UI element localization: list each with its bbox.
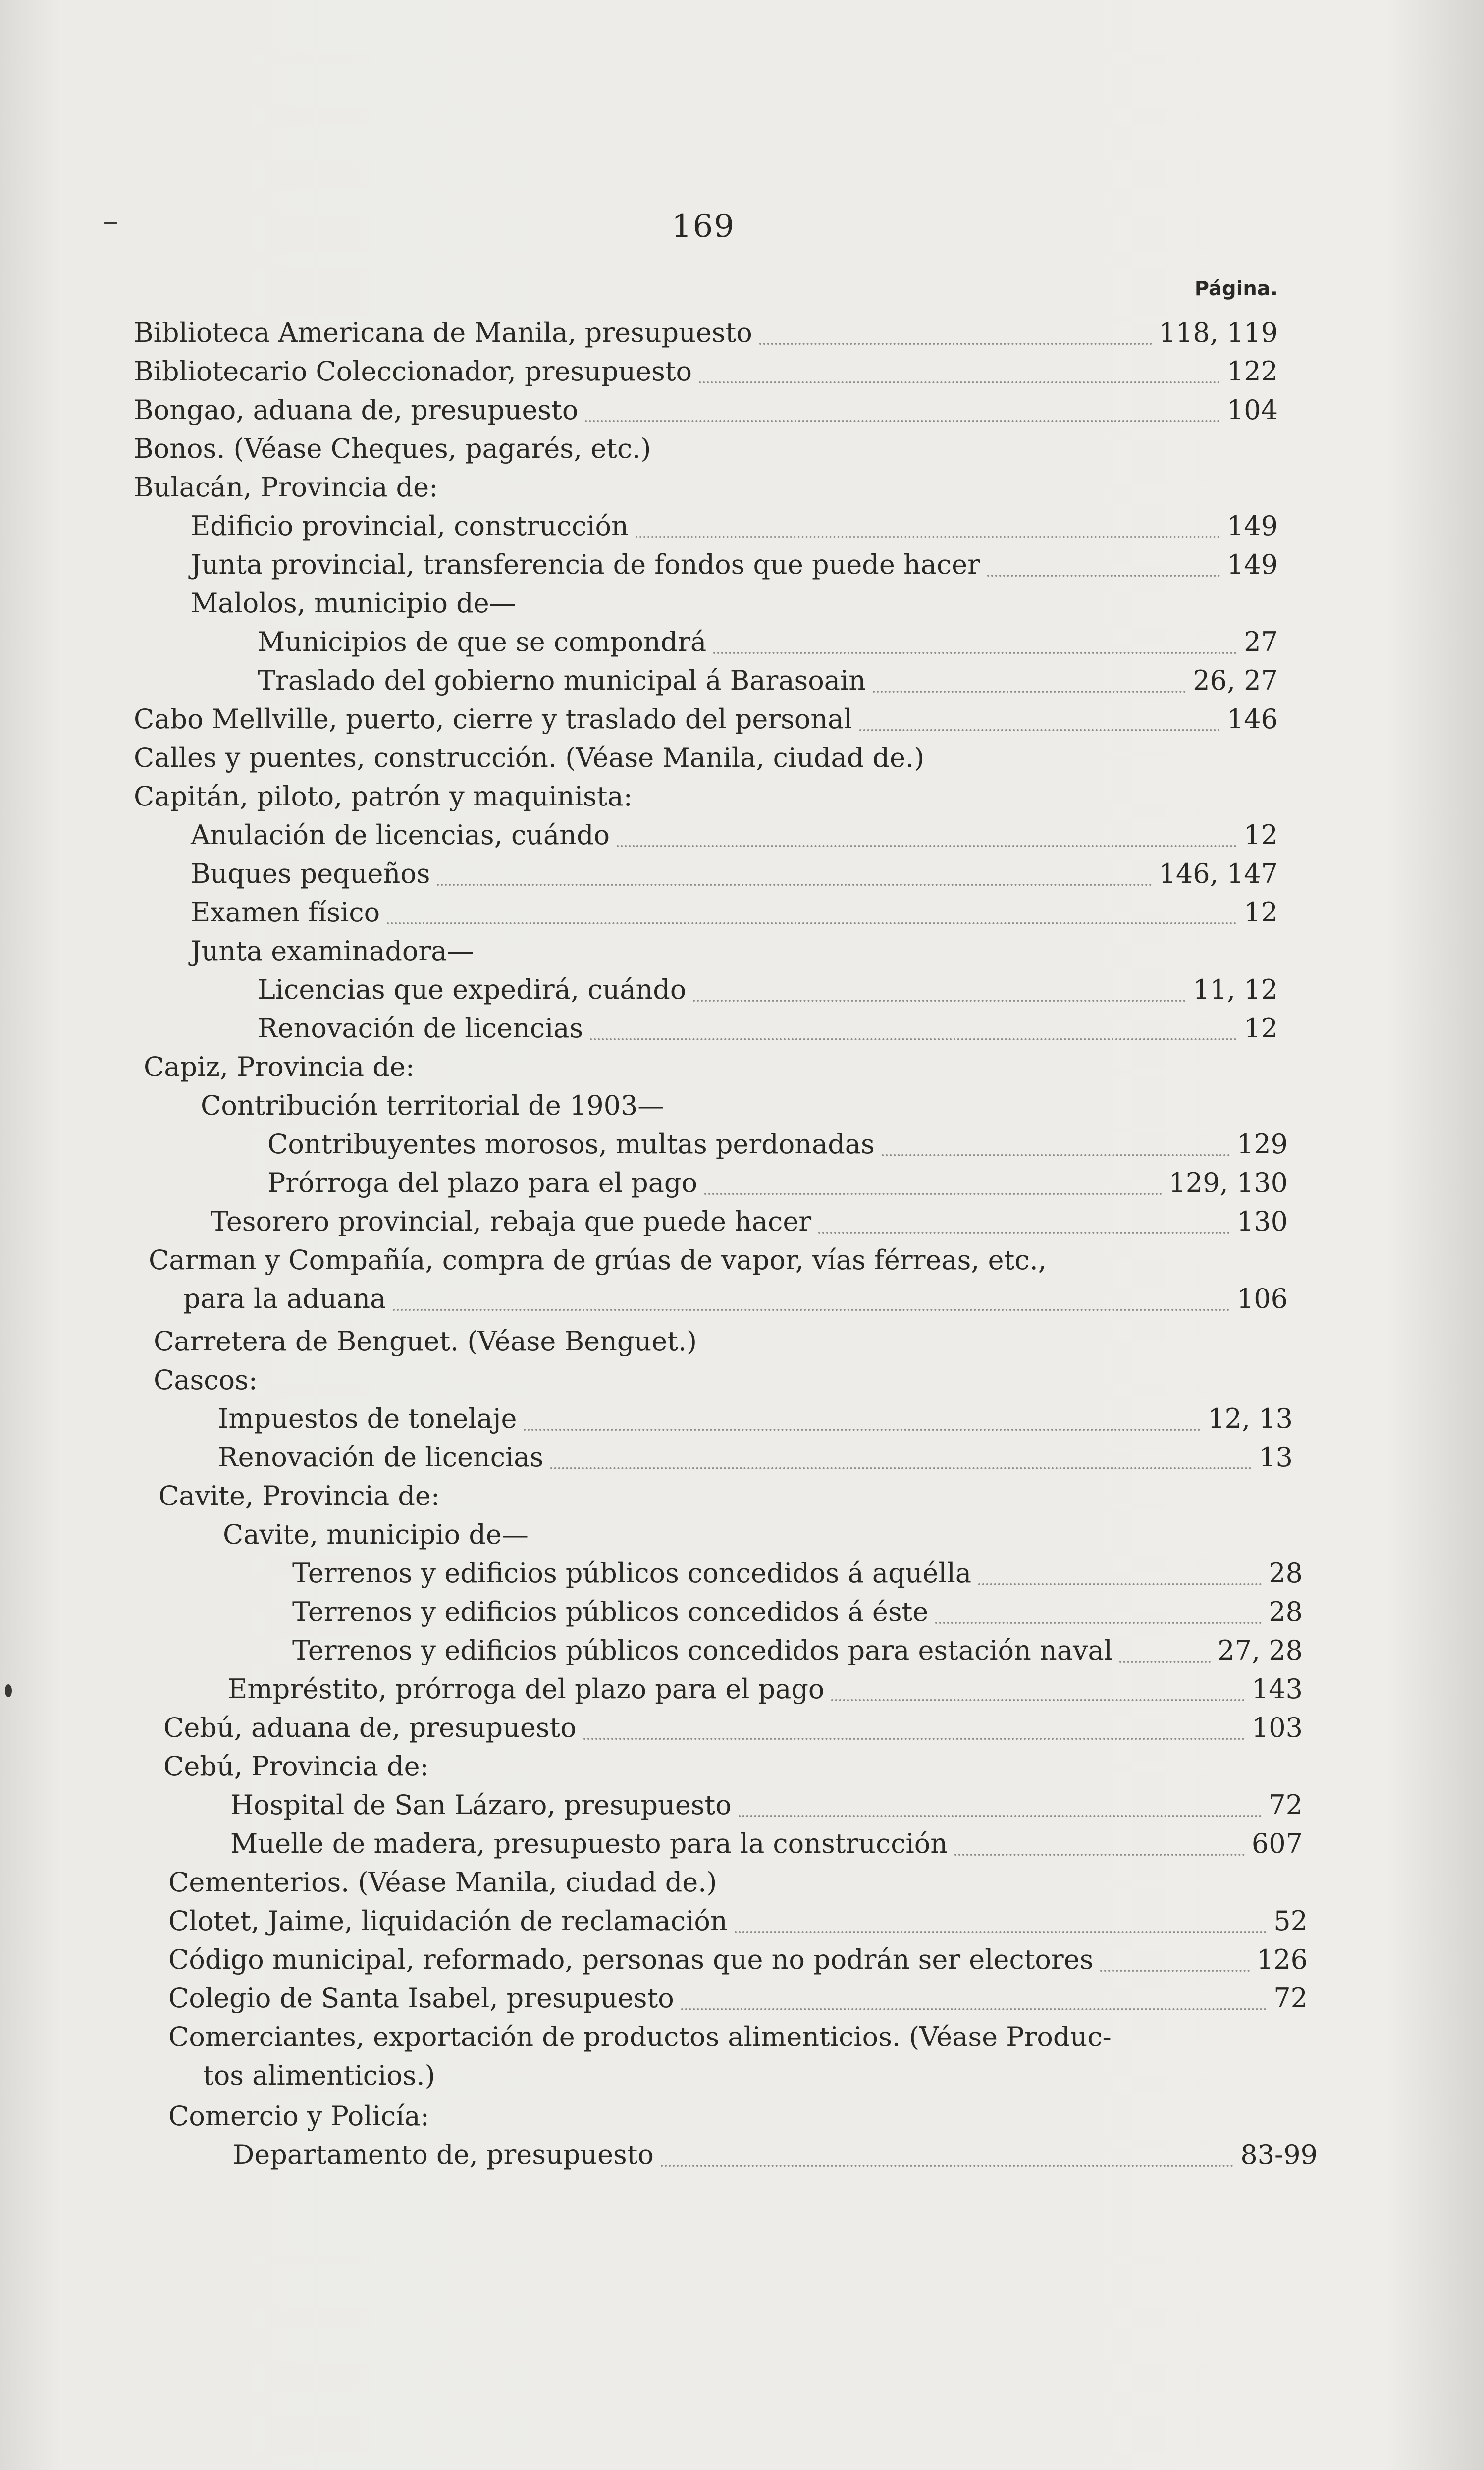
index-entry-continuation [203,2060,1308,2099]
entry-label: Colegio de Santa Isabel, presupuesto [168,1983,674,2014]
entry-label: Contribución territorial de 1903— [201,1090,665,1121]
entry-label: Clotet, Jaime, liquidación de reclamación [168,1905,728,1936]
entry-label: Comerciantes, exportación de productos alimenticios. (Véase Produc- [168,2021,1112,2052]
index-subsubentry [258,665,1278,704]
index-subsubentry [258,1013,1278,1052]
index-entry [134,317,1278,357]
entry-label: para la aduana [183,1283,386,1314]
index-subsubentry [267,1128,1288,1168]
index-subentry [223,1519,1298,1558]
index-entry [144,1051,1288,1091]
index-subentry [191,819,1278,859]
entry-label: Cavite, Provincia de: [159,1480,440,1511]
entry-label: Buques pequeños [191,858,430,889]
index-subentry [211,1206,1288,1245]
index-entry [134,742,1278,782]
index-entry [134,781,1278,820]
entry-page: 129, 130 [1168,1167,1288,1198]
entry-label: Traslado del gobierno municipal á Barasoain [258,665,866,696]
index-entry [154,1364,1293,1404]
page-number: 169 [671,208,736,245]
index-subentry [191,935,1278,975]
entry-page: 11, 12 [1193,974,1278,1005]
entry-label: Carretera de Benguet. (Véase Benguet.) [154,1326,697,1357]
index-entry-continuation [183,1283,1288,1323]
index-entry [168,1983,1308,2022]
entry-page: 130 [1236,1206,1288,1237]
index-subentry [191,588,1278,627]
entry-page: 28 [1269,1596,1303,1627]
entry-label: Comercio y Policía: [168,2100,429,2132]
entry-label: Edificio provincial, construcción [191,510,629,541]
entry-page: 126 [1256,1944,1308,1975]
index-subentry [228,1673,1303,1713]
entry-page: 52 [1273,1905,1308,1936]
entry-page: 12 [1244,819,1278,851]
index-subsubentry [258,974,1278,1014]
scan-speck [5,1684,12,1697]
entry-label: Capiz, Provincia de: [144,1051,415,1082]
entry-label: Hospital de San Lázaro, presupuesto [230,1789,732,1821]
index-entry [134,703,1278,743]
entry-page: 28 [1269,1557,1303,1589]
entry-label: Bulacán, Provincia de: [134,472,438,503]
index-subsubentry [258,626,1278,666]
entry-label: Junta provincial, transferencia de fondos que puede hacer [191,549,980,580]
index-entry [168,1944,1308,1984]
index-entry [159,1480,1298,1520]
entry-label: Código municipal, reformado, personas que no podrán ser electores [168,1944,1094,1975]
index-subentry [191,858,1278,898]
entry-page: 72 [1269,1789,1303,1821]
entry-page: 146 [1226,703,1278,735]
entry-label: Terrenos y edificios públicos concedidos á aquélla [292,1557,972,1589]
index-entry [134,394,1278,434]
index-subentry [218,1403,1293,1443]
entry-label: tos alimenticios.) [203,2060,435,2091]
index-entry [168,1905,1308,1945]
entry-page: 26, 27 [1193,665,1278,696]
entry-label: Calles y puentes, construcción. (Véase Manila, ciudad de.) [134,742,925,773]
index-subsubentry [267,1167,1288,1207]
entry-page: 143 [1251,1673,1303,1705]
entry-label: Licencias que expedirá, cuándo [258,974,687,1005]
index-subsubentry [292,1635,1303,1674]
entry-label: Cavite, municipio de— [223,1519,529,1550]
entry-label: Bibliotecario Coleccionador, presupuesto [134,356,692,387]
entry-page: 72 [1273,1983,1308,2014]
entry-page: 103 [1251,1712,1303,1743]
entry-label: Cascos: [154,1364,258,1396]
entry-label: Bonos. (Véase Cheques, pagarés, etc.) [134,433,651,464]
index-entry [149,1244,1288,1284]
entry-label: Renovación de licencias [218,1442,544,1473]
index-entry [163,1751,1303,1790]
entry-page: 607 [1251,1828,1303,1859]
entry-page: 12 [1244,1013,1278,1044]
entry-label: Prórroga del plazo para el pago [267,1167,698,1198]
entry-label: Carman y Compañía, compra de grúas de vapor, vías férreas, etc., [149,1244,1047,1276]
entry-page: 129 [1236,1128,1288,1160]
index-subentry [230,1828,1303,1868]
entry-page: 104 [1226,394,1278,426]
scan-speck [104,222,117,224]
index-subentry [191,549,1278,589]
index-subsubentry [292,1596,1303,1636]
entry-label: Bongao, aduana de, presupuesto [134,394,579,426]
entry-label: Cebú, Provincia de: [163,1751,429,1782]
entry-label: Departamento de, presupuesto [233,2139,654,2170]
entry-label: Muelle de madera, presupuesto para la construcción [230,1828,948,1859]
entry-label: Junta examinadora— [191,935,474,967]
index-entry [154,1326,1293,1365]
entry-label: Tesorero provincial, rebaja que puede hacer [211,1206,812,1237]
entry-label: Cementerios. (Véase Manila, ciudad de.) [168,1867,717,1898]
index-entry [134,433,1278,473]
entry-page: 83-99 [1240,2139,1318,2170]
index-subentry [230,1789,1303,1829]
entry-label: Impuestos de tonelaje [218,1403,517,1434]
entry-label: Terrenos y edificios públicos concedidos para estación naval [292,1635,1113,1666]
entry-page: 122 [1226,356,1278,387]
entry-page: 149 [1226,510,1278,541]
entry-label: Cebú, aduana de, presupuesto [163,1712,577,1743]
entry-label: Municipios de que se compondrá [258,626,707,657]
index-subentry [191,897,1278,936]
index-subentry [201,1090,1288,1129]
entry-label: Biblioteca Americana de Manila, presupuesto [134,317,752,348]
entry-page: 12, 13 [1208,1403,1293,1434]
entry-label: Cabo Mellville, puerto, cierre y traslado del personal [134,703,852,735]
index-subentry [233,2139,1318,2179]
entry-label: Empréstito, prórroga del plazo para el pago [228,1673,825,1705]
entry-label: Anulación de licencias, cuándo [191,819,610,851]
index-entry [134,472,1278,511]
entry-page: 27 [1244,626,1278,657]
entry-label: Terrenos y edificios públicos concedidos á éste [292,1596,929,1627]
entry-label: Contribuyentes morosos, multas perdonadas [267,1128,875,1160]
index-entry [168,2100,1308,2140]
page-column-header: Página. [1194,277,1278,300]
entry-label: Malolos, municipio de— [191,588,516,619]
index-entry [168,1867,1308,1906]
index-entry [163,1712,1303,1752]
index-subentry [218,1442,1293,1481]
entry-page: 27, 28 [1218,1635,1303,1666]
entry-page: 149 [1226,549,1278,580]
index-entry [168,2021,1308,2061]
entry-label: Renovación de licencias [258,1013,583,1044]
index-subentry [191,510,1278,550]
entry-page: 106 [1236,1283,1288,1314]
entry-page: 12 [1244,897,1278,928]
entry-page: 118, 119 [1159,317,1278,348]
index-entry [134,356,1278,395]
index-subsubentry [292,1557,1303,1597]
entry-page: 146, 147 [1159,858,1278,889]
entry-label: Examen físico [191,897,380,928]
entry-page: 13 [1259,1442,1293,1473]
entry-label: Capitán, piloto, patrón y maquinista: [134,781,633,812]
